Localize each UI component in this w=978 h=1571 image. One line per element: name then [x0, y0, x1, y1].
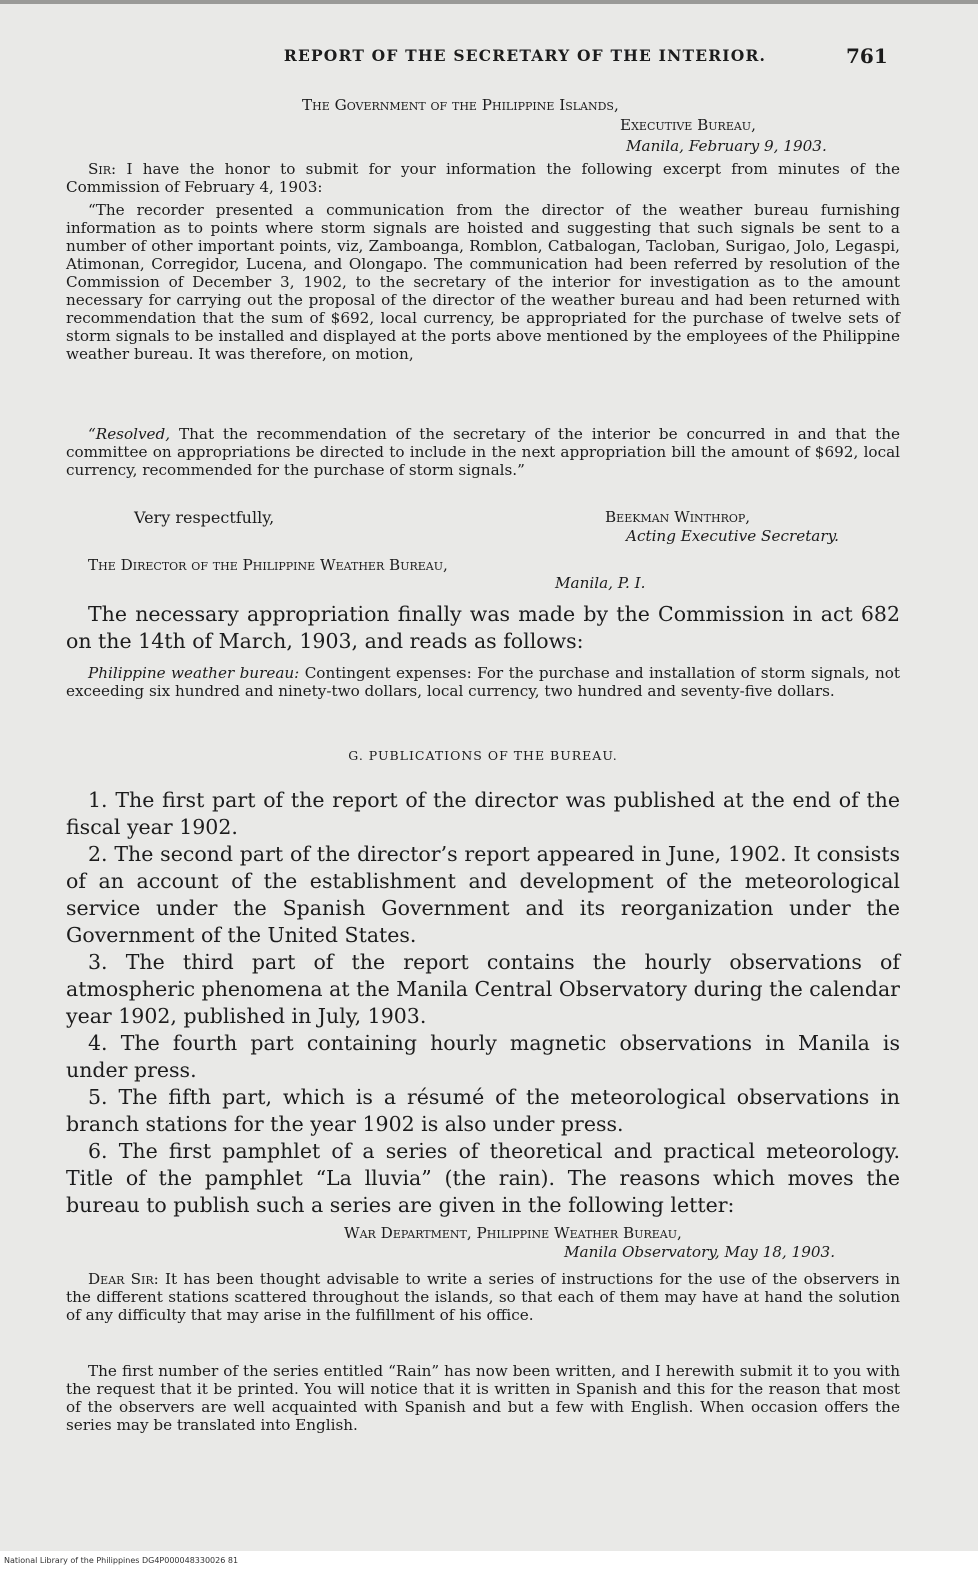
letter1-resolved: [66, 425, 900, 479]
running-head: REPORT OF THE SECRETARY OF THE INTERIOR.: [283, 46, 767, 65]
letter2-para1: [66, 1270, 900, 1324]
letter1-addressee: The Director of the Philippine Weather Bureau,: [88, 556, 448, 574]
letter2-para2: The first number of the series entitled “Rain” has now been written, and I herewith submit it to you with the request that it be printed. You will notice that it is written in Spanish and this for the reason that most of the observers are well acquainted with Spanish and but a few with English. When occasion offers the series may be translated into English.: [66, 1362, 900, 1434]
letter1-from-line1: The Government of the Philippine Islands,: [302, 96, 619, 114]
list-item: 1. The first part of the report of the director was published at the end of the fiscal year 1902.: [66, 788, 900, 839]
letter1-signer: Beekman Winthrop,: [605, 508, 751, 526]
list-item: 3. The third part of the report contains the hourly observations of atmospheric phenomena at the Manila Central Observatory during the calendar year 1902, published in July, 1903.: [66, 950, 900, 1028]
resolved-label: “Resolved,: [88, 425, 171, 443]
letter1-intro: [66, 160, 900, 196]
letter1-salutation: Sir:: [88, 160, 117, 178]
letter1-quote: “The recorder presented a communication from the director of the weather bureau furnishing information as to points where storm signals are hoisted and suggesting that such signals be sent to a number of other important points, viz, Zamboanga, Romblon, Catbalogan, Tacloban, Surigao, Jolo, Legaspi, Atimonan, Corregidor, Lucena, and Olongapo. The communication had been referred by resolution of the Commission of December 3, 1902, to the secretary of the interior for investigation as to the amount necessary for carrying out the proposal of the director of the weather bureau and had been returned with recommendation that the sum of $692, local currency, be appropriated for the purchase of twelve sets of storm signals to be installed and displayed at the ports above mentioned by the employees of the Philippine weather bureau. It was therefore, on motion,: [66, 201, 900, 363]
page-number: 761: [846, 44, 888, 68]
list-item: 6. The first pamphlet of a series of theoretical and practical meteorology. Title of the pamphlet “La lluvia” (the rain). The reasons which moves the bureau to publish such a series are given in the following letter:: [66, 1139, 900, 1217]
letter1-intro-text: I have the honor to submit for your information the following excerpt from minutes of the Commission of February 4, 1903:: [66, 160, 900, 196]
act-label: Philippine weather bureau:: [88, 664, 300, 682]
appropriation-paragraph: The necessary appropriation finally was made by the Commission in act 682 on the 14th of March, 1903, and reads as follows:: [66, 602, 900, 653]
letter1-signer-title: Acting Executive Secretary.: [626, 527, 840, 545]
act-text: Contingent expenses: For the purchase and installation of storm signals, not exceeding six hundred and ninety-two dollars, local currency, two hundred and seventy-five dollars.: [66, 664, 900, 700]
letter2-salutation: Dear Sir:: [88, 1270, 159, 1288]
act-excerpt: [66, 664, 900, 700]
list-item: 2. The second part of the director’s report appeared in June, 1902. It consists of an account of the establishment and development of the meteorological service under the Spanish Government and its reorganization under the Government of the United States.: [66, 842, 900, 947]
publications-list: [66, 787, 900, 1219]
letter2-date: Manila Observatory, May 18, 1903.: [564, 1243, 836, 1261]
section-heading: G. PUBLICATIONS OF THE BUREAU.: [348, 748, 618, 763]
letter2-para1-text: It has been thought advisable to write a series of instructions for the use of the observers in the different stations scattered throughout the islands, so that each of them may have at hand the solution of any difficulty that may arise in the fulfillment of his office.: [66, 1270, 900, 1324]
letter1-addressee-place: Manila, P. I.: [555, 574, 646, 592]
resolved-text: That the recommendation of the secretary of the interior be concurred in and that the committee on appropriations be directed to include in the next appropriation bill the amount of $692, local currency, recommended for the purchase of storm signals.”: [66, 425, 900, 479]
list-item: 5. The fifth part, which is a résumé of the meteorological observations in branch stations for the year 1902 is also under press.: [66, 1085, 900, 1136]
letter1-from-line2: Executive Bureau,: [620, 116, 756, 134]
letter1-date: Manila, February 9, 1903.: [626, 137, 827, 155]
list-item: 4. The fourth part containing hourly magnetic observations in Manila is under press.: [66, 1031, 900, 1082]
page-top-edge: [0, 0, 978, 4]
letter1-closing: Very respectfully,: [134, 508, 275, 527]
scan-footer: National Library of the Philippines DG4P000048330026 81: [0, 1551, 978, 1571]
letter2-from-line: War Department, Philippine Weather Bureau,: [344, 1224, 682, 1242]
